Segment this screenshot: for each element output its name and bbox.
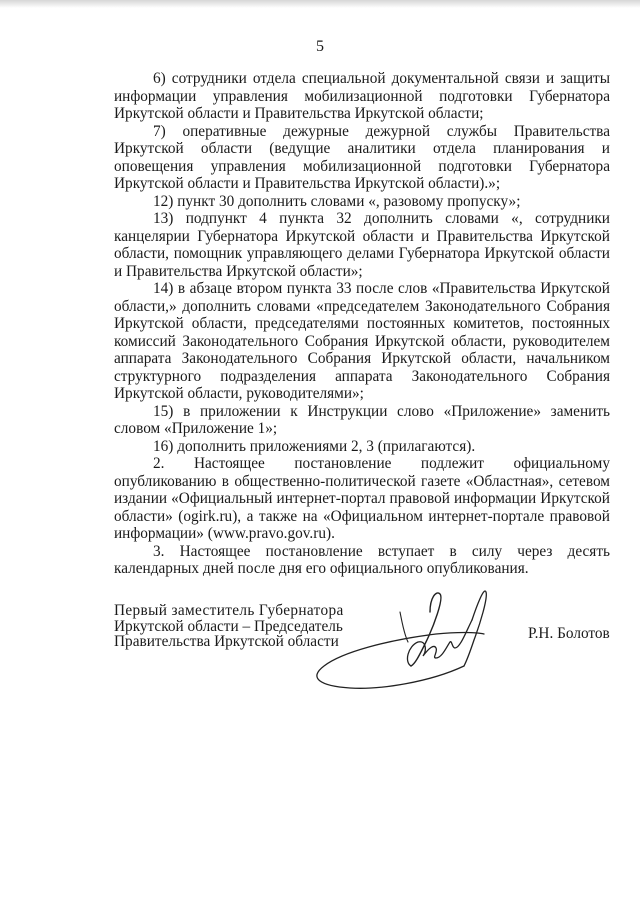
page-number: 5	[316, 38, 324, 55]
signatory-name: Р.Н. Болотов	[528, 625, 610, 642]
paragraph-item-12: 12) пункт 30 дополнить словами «, разовому пропуску»;	[153, 192, 521, 210]
paragraph-item-14: 14) в абзаце втором пункта 33 после слов «Правительства Иркутской области,» дополнить словами «председателем Законодательного Собрания Иркутской области, председателями постоянных комитетов, постоянных комиссий Законодательного Собрания Иркутской области, руководителем аппарата Законодательного Собрания Иркутской области, начальником структурного подразделения аппарата Законодательного Собрания Иркутской области, руководителями»;	[114, 280, 610, 402]
document-body	[114, 70, 610, 578]
signatory-position-line: Правительства Иркутской области	[114, 633, 339, 650]
signatory-position-line: Первый заместитель Губернатора	[114, 602, 344, 619]
paragraph-item-16: 16) дополнить приложениями 2, 3 (прилагаются).	[153, 437, 476, 455]
paragraph-item-6: 6) сотрудники отдела специальной документальной связи и защиты информации управления мобилизационной подготовки Губернатора Иркутской области и Правительства Иркутской области;	[114, 70, 610, 122]
paragraph-item-15: 15) в приложении к Инструкции слово «Приложение» заменить словом «Приложение 1»;	[114, 402, 610, 437]
handwritten-signature	[280, 582, 510, 697]
signatory-position-line: Иркутской области – Председатель	[114, 617, 343, 635]
paragraph-section-3: 3. Настоящее постановление вступает в силу через десять календарных дней после дня его официального опубликования.	[114, 542, 610, 577]
scan-edge-shadow	[0, 0, 640, 8]
paragraph-item-7: 7) оперативные дежурные дежурной службы Правительства Иркутской области (ведущие аналитики отдела планирования и оповещения управления мобилизационной подготовки Губернатора Иркутской области и Правительства Иркутской области).»;	[114, 122, 610, 192]
paragraph-item-13: 13) подпункт 4 пункта 32 дополнить словами «, сотрудники канцелярии Губернатора Иркутской области и Правительства Иркутской области, помощник управляющего делами Губернатора Иркутской области и Правительства Иркутской области»;	[114, 210, 610, 280]
paragraph-section-2: 2. Настоящее постановление подлежит официальному опубликованию в общественно-политической газете «Областная», сетевом издании «Официальный интернет-портал правовой информации Иркутской области» (ogirk.ru), а также на «Официальном интернет-портале правовой информации» (www.pravo.gov.ru).	[114, 455, 610, 542]
